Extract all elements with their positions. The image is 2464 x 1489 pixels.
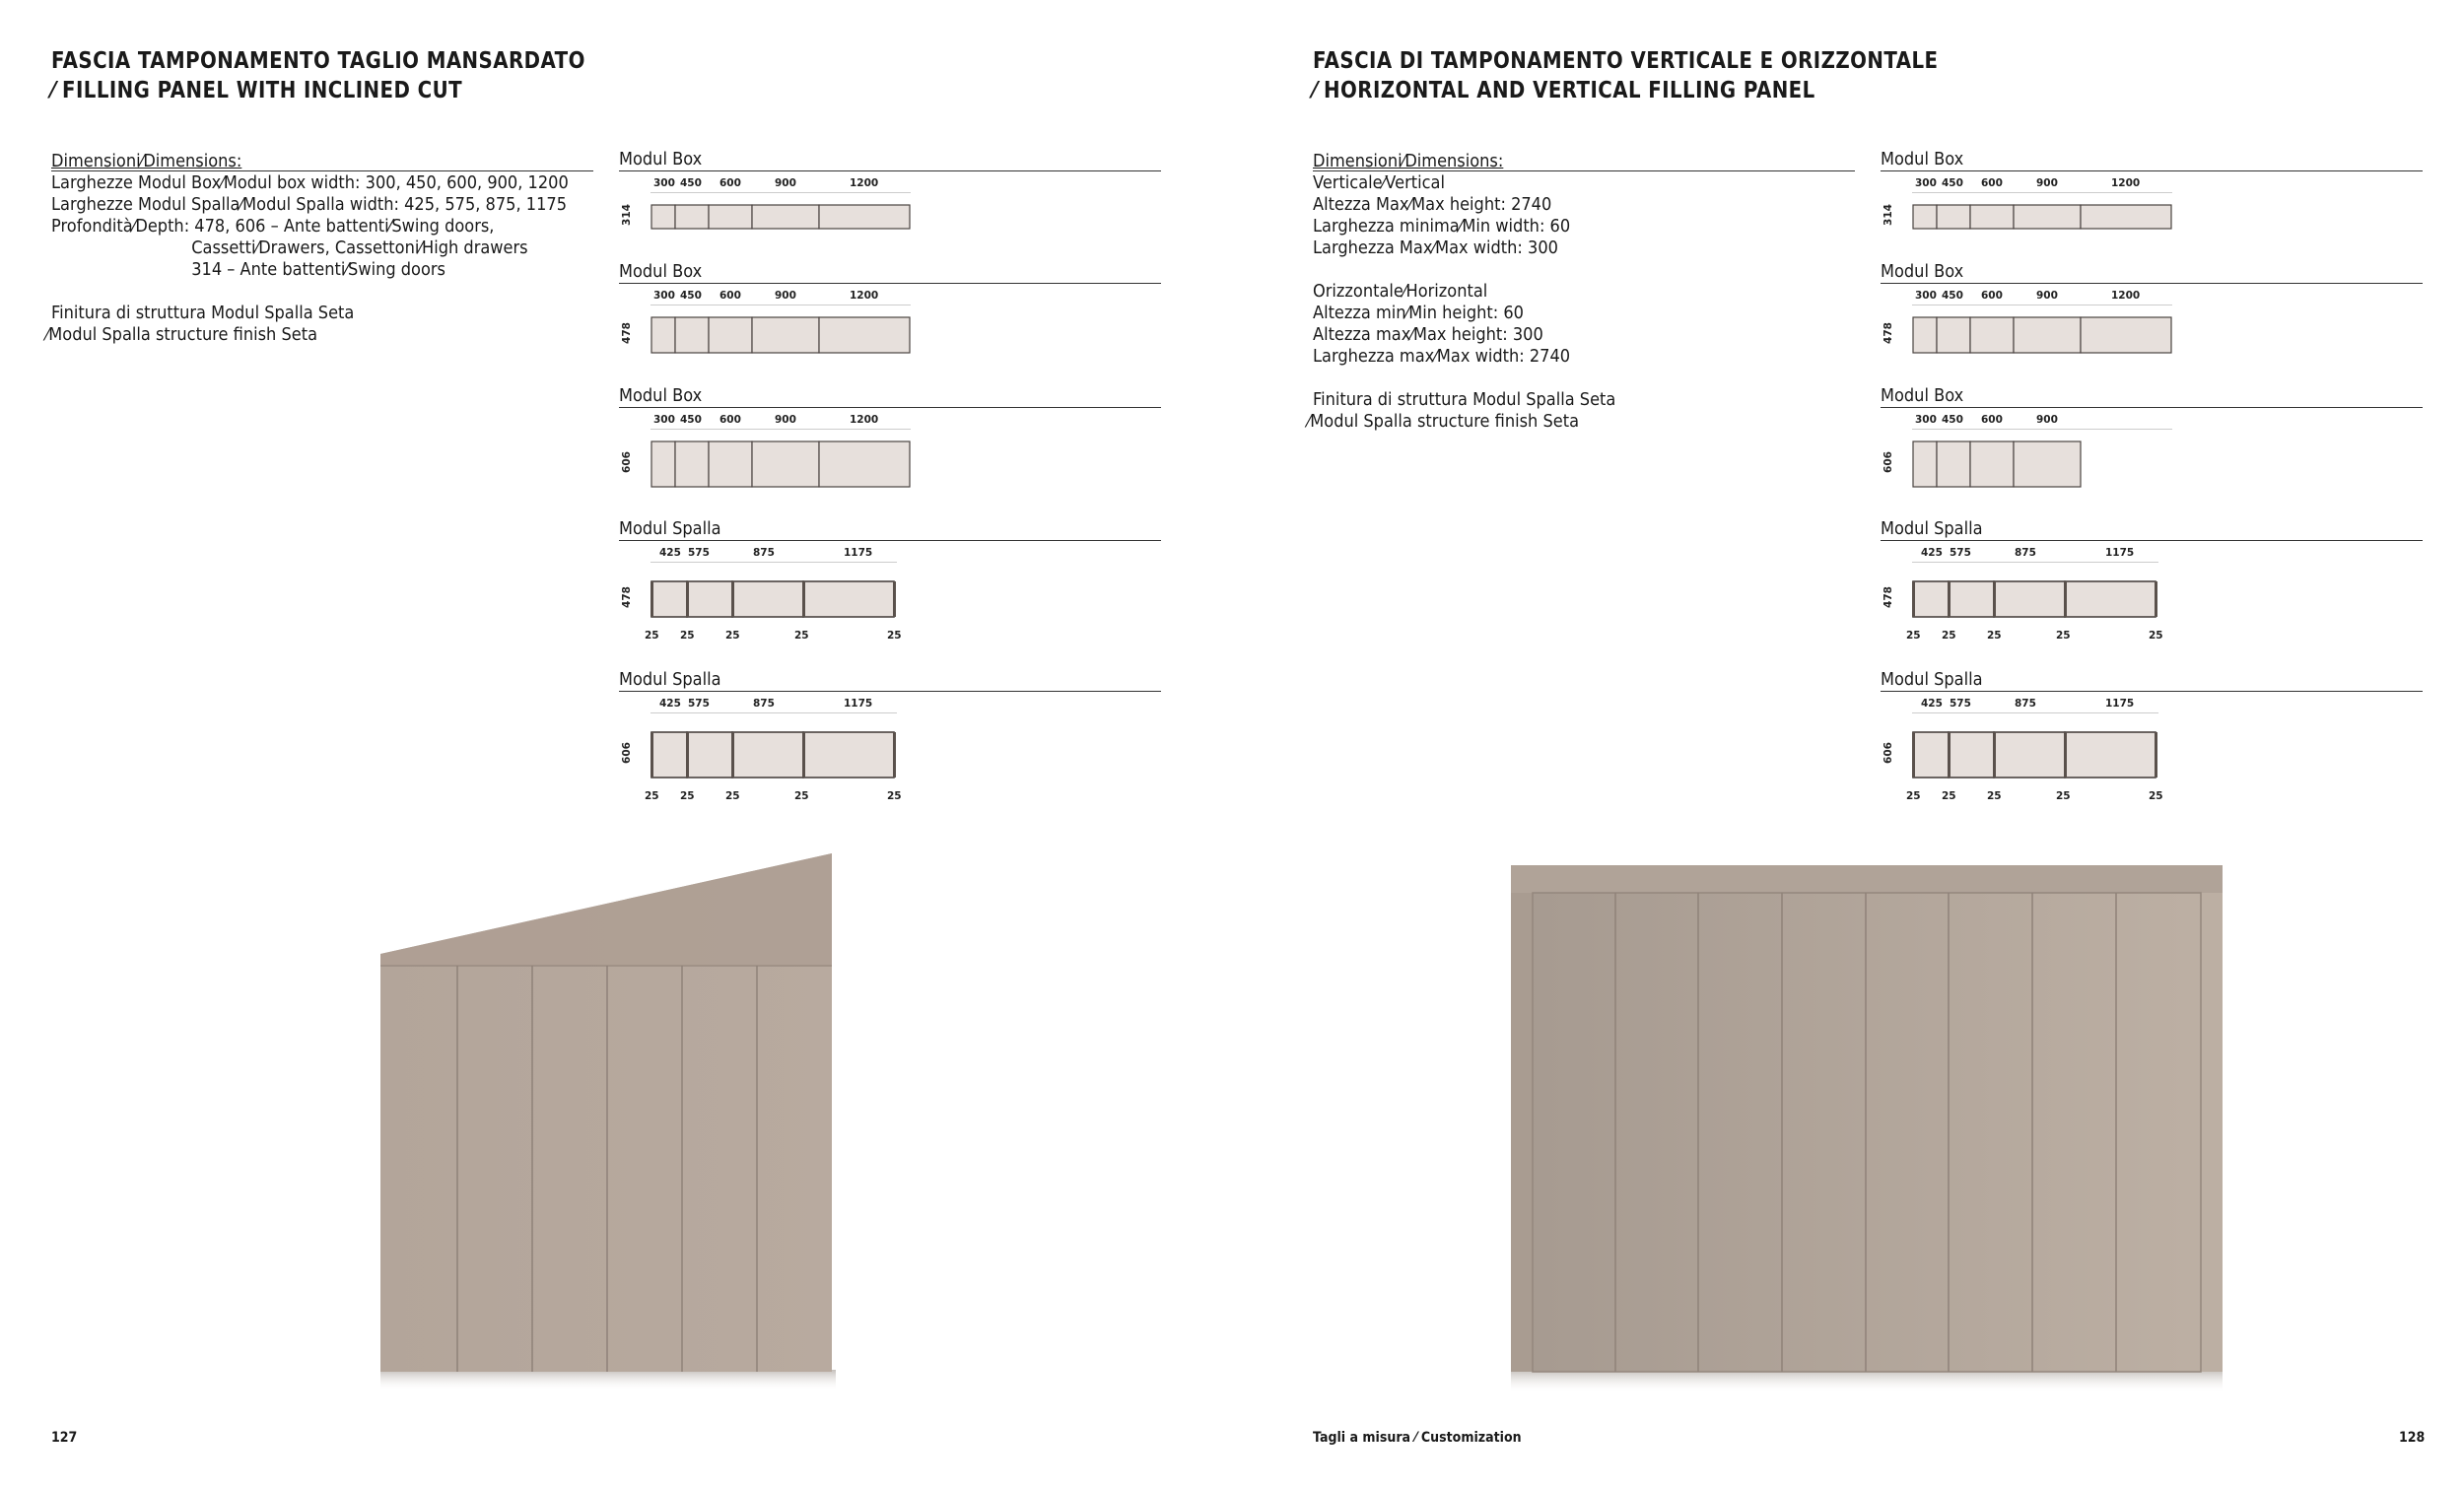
module-segment-300: [1913, 205, 1937, 229]
module-segment-450: [1937, 205, 1970, 229]
depth-label: 478: [1882, 586, 1894, 608]
side-thickness-label: 25: [794, 790, 809, 802]
width-label: 1200: [850, 290, 879, 302]
module-segment-1175: [2065, 581, 2156, 617]
spalla-side-panel: [1993, 732, 1996, 778]
module-elevation-drawing: [650, 580, 897, 620]
side-thickness-label: 25: [1906, 630, 1921, 642]
diagram-rule: [1881, 540, 2423, 541]
module-segment-575: [1949, 732, 1994, 778]
width-label: 450: [1942, 414, 1963, 426]
width-label: 575: [1950, 698, 1971, 710]
spalla-side-panel: [731, 581, 734, 617]
side-thickness-label: 25: [2056, 630, 2071, 642]
width-label: 300: [653, 290, 675, 302]
depth-label: 606: [1882, 451, 1894, 473]
side-thickness-label: 25: [794, 630, 809, 642]
diagram-title: Modul Box: [1881, 261, 1964, 282]
spalla-side-panel: [2064, 732, 2067, 778]
width-label-rule: [650, 192, 911, 193]
side-thickness-label: 25: [887, 790, 902, 802]
spalla-side-panel: [893, 581, 896, 617]
width-label: 900: [2036, 290, 2058, 302]
diagram-rule: [1881, 407, 2423, 408]
width-label-rule: [1912, 192, 2172, 193]
spalla-side-panel: [802, 732, 805, 778]
spalla-side-panel: [2064, 581, 2067, 617]
module-segment-900: [752, 317, 819, 353]
module-segment-875: [732, 732, 803, 778]
horizontal-filling-panel: [1511, 865, 2223, 893]
module-segment-300: [1913, 441, 1937, 487]
module-segment-600: [1970, 441, 2014, 487]
diagram-title: Modul Box: [619, 385, 703, 406]
diagram-title: Modul Box: [1881, 149, 1964, 169]
depth-label: 606: [621, 742, 633, 764]
module-segment-900: [2014, 317, 2081, 353]
width-label: 875: [2015, 547, 2036, 559]
module-segment-575: [1949, 581, 1994, 617]
depth-label: 606: [1882, 742, 1894, 764]
diagram-title: Modul Spalla: [1881, 669, 1983, 690]
width-label: 300: [1915, 414, 1937, 426]
module-segment-600: [709, 317, 752, 353]
module-segment-450: [675, 441, 709, 487]
right-dimensions-block: [1307, 151, 1616, 433]
diagram-title: Modul Spalla: [1881, 518, 1983, 539]
side-thickness-label: 25: [2149, 630, 2163, 642]
right-horizontal-line: Orizzontale⁄Horizontal: [1313, 281, 1488, 302]
module-segment-425: [1913, 732, 1949, 778]
left-title-line1: FASCIA TAMPONAMENTO TAGLIO MANSARDATO: [51, 48, 585, 74]
module-elevation-drawing: [1912, 440, 2084, 490]
module-segment-1200: [819, 441, 910, 487]
module-segment-450: [1937, 317, 1970, 353]
width-label: 1175: [2105, 698, 2135, 710]
width-label: 1175: [844, 698, 873, 710]
right-horizontal-line: Larghezza max⁄Max width: 2740: [1313, 346, 1571, 367]
side-thickness-label: 25: [725, 630, 740, 642]
width-label-rule: [1912, 429, 2172, 430]
width-label: 575: [688, 698, 710, 710]
module-segment-1175: [2065, 732, 2156, 778]
filling-panel-wardrobe-image: [1503, 857, 2232, 1409]
module-segment-575: [687, 732, 732, 778]
right-vertical-filling-panel: [2201, 893, 2223, 1372]
module-segment-900: [752, 205, 819, 229]
module-elevation-drawing: [650, 204, 913, 232]
left-title-line2: ⁄ FILLING PANEL WITH INCLINED CUT: [51, 78, 462, 103]
spalla-side-panel: [802, 581, 805, 617]
left-dim-line: Cassetti⁄Drawers, Cassettoni⁄High drawers: [191, 237, 528, 258]
module-segment-900: [752, 441, 819, 487]
width-label: 875: [2015, 698, 2036, 710]
depth-label: 314: [621, 204, 633, 226]
right-finish-line2: ⁄Modul Spalla structure finish Seta: [1307, 411, 1579, 432]
module-segment-450: [675, 205, 709, 229]
module-segment-900: [2014, 205, 2081, 229]
diagram-rule: [1881, 691, 2423, 692]
right-horizontal-line: Altezza max⁄Max height: 300: [1313, 324, 1543, 345]
right-vertical-line: Larghezza Max⁄Max width: 300: [1313, 237, 1558, 258]
diagram-rule: [1881, 283, 2423, 284]
width-label: 1175: [844, 547, 873, 559]
diagram-title: Modul Box: [619, 261, 703, 282]
width-label: 600: [1981, 290, 2003, 302]
diagram-rule: [619, 540, 1161, 541]
module-segment-575: [687, 581, 732, 617]
diagram-title: Modul Box: [1881, 385, 1964, 406]
module-segment-1200: [819, 317, 910, 353]
width-label: 900: [2036, 414, 2058, 426]
width-label: 900: [2036, 177, 2058, 189]
wardrobe-shadow: [380, 1370, 836, 1391]
module-segment-450: [675, 317, 709, 353]
side-thickness-label: 25: [1987, 630, 2002, 642]
width-label: 1200: [2111, 177, 2141, 189]
module-elevation-drawing: [650, 731, 897, 780]
width-label: 300: [1915, 290, 1937, 302]
width-label-rule: [650, 429, 911, 430]
diagram-rule: [619, 407, 1161, 408]
diagram-title: Modul Box: [619, 149, 703, 169]
side-thickness-label: 25: [1942, 790, 1956, 802]
right-page-number: 128: [2399, 1430, 2426, 1446]
depth-label: 478: [621, 322, 633, 344]
module-segment-600: [709, 441, 752, 487]
module-elevation-drawing: [650, 440, 913, 490]
spalla-side-panel: [2155, 732, 2157, 778]
width-label: 600: [719, 177, 741, 189]
module-segment-875: [1994, 581, 2065, 617]
spalla-side-panel: [650, 732, 653, 778]
width-label-rule: [650, 712, 897, 713]
diagram-title: Modul Spalla: [619, 518, 721, 539]
diagram-rule: [1881, 170, 2423, 171]
side-thickness-label: 25: [680, 630, 695, 642]
width-label: 300: [653, 414, 675, 426]
spalla-side-panel: [1948, 581, 1951, 617]
wardrobe-shadow: [1511, 1370, 2223, 1393]
module-segment-600: [1970, 205, 2014, 229]
width-label-rule: [1912, 562, 2158, 563]
depth-label: 314: [1882, 204, 1894, 226]
side-thickness-label: 25: [725, 790, 740, 802]
side-thickness-label: 25: [680, 790, 695, 802]
side-thickness-label: 25: [2149, 790, 2163, 802]
module-elevation-drawing: [1912, 580, 2158, 620]
width-label: 875: [753, 547, 775, 559]
module-segment-300: [651, 317, 675, 353]
spalla-side-panel: [1912, 732, 1915, 778]
module-elevation-drawing: [1912, 731, 2158, 780]
right-page-title: [1313, 46, 1938, 105]
module-segment-875: [732, 581, 803, 617]
left-dim-line: Profondità⁄Depth: 478, 606 – Ante battenti⁄Swing doors,: [51, 216, 495, 237]
width-label: 1200: [2111, 290, 2141, 302]
module-segment-600: [1970, 317, 2014, 353]
width-label: 425: [1921, 698, 1943, 710]
width-label: 425: [1921, 547, 1943, 559]
left-page-title: [51, 46, 585, 105]
diagram-title: Modul Spalla: [619, 669, 721, 690]
module-segment-425: [651, 732, 687, 778]
width-label: 425: [659, 698, 681, 710]
module-segment-600: [709, 205, 752, 229]
right-vertical-line: Larghezza minima⁄Min width: 60: [1313, 216, 1571, 237]
right-vertical-line: Verticale⁄Vertical: [1313, 172, 1445, 193]
module-segment-1175: [803, 732, 894, 778]
left-dim-line: Larghezze Modul Box⁄Modul box width: 300, 450, 600, 900, 1200: [51, 172, 569, 193]
left-dim-line: 314 – Ante battenti⁄Swing doors: [191, 259, 445, 280]
side-thickness-label: 25: [2056, 790, 2071, 802]
depth-label: 606: [621, 451, 633, 473]
side-thickness-label: 25: [1987, 790, 2002, 802]
wardrobe-filling-panel: [380, 853, 832, 966]
width-label: 1200: [850, 414, 879, 426]
diagram-rule: [619, 283, 1161, 284]
spalla-side-panel: [1993, 581, 1996, 617]
module-segment-425: [1913, 581, 1949, 617]
right-dimensions-heading: Dimensioni⁄Dimensions:: [1313, 151, 1504, 171]
left-dimensions-heading: Dimensioni⁄Dimensions:: [51, 151, 242, 171]
module-segment-900: [2014, 441, 2081, 487]
module-segment-875: [1994, 732, 2065, 778]
depth-label: 478: [621, 586, 633, 608]
width-label: 575: [688, 547, 710, 559]
left-vertical-filling-panel: [1511, 893, 1533, 1372]
right-title-line2: ⁄ HORIZONTAL AND VERTICAL FILLING PANEL: [1313, 78, 1815, 103]
spalla-side-panel: [2155, 581, 2157, 617]
spalla-side-panel: [731, 732, 734, 778]
module-segment-425: [651, 581, 687, 617]
module-segment-300: [651, 441, 675, 487]
spalla-side-panel: [893, 732, 896, 778]
width-label: 450: [680, 177, 702, 189]
side-thickness-label: 25: [645, 630, 659, 642]
side-thickness-label: 25: [645, 790, 659, 802]
left-finish-line1: Finitura di struttura Modul Spalla Seta: [51, 303, 355, 323]
module-segment-450: [1937, 441, 1970, 487]
right-horizontal-line: Altezza min⁄Min height: 60: [1313, 303, 1525, 323]
module-elevation-drawing: [650, 316, 913, 356]
right-title-line1: FASCIA DI TAMPONAMENTO VERTICALE E ORIZZONTALE: [1313, 48, 1939, 74]
spalla-side-panel: [1912, 581, 1915, 617]
width-label: 300: [1915, 177, 1937, 189]
module-elevation-drawing: [1912, 204, 2174, 232]
width-label: 450: [1942, 290, 1963, 302]
diagram-rule: [619, 691, 1161, 692]
module-segment-1200: [2081, 317, 2171, 353]
left-dim-line: Larghezze Modul Spalla⁄Modul Spalla width: 425, 575, 875, 1175: [51, 194, 567, 215]
width-label: 600: [1981, 177, 2003, 189]
depth-label: 478: [1882, 322, 1894, 344]
width-label: 575: [1950, 547, 1971, 559]
right-vertical-line: Altezza Max⁄Max height: 2740: [1313, 194, 1552, 215]
right-finish-line1: Finitura di struttura Modul Spalla Seta: [1313, 389, 1616, 410]
section-label: Tagli a misura ⁄ Customization: [1313, 1430, 1522, 1446]
side-thickness-label: 25: [1942, 630, 1956, 642]
module-segment-300: [651, 205, 675, 229]
width-label: 1175: [2105, 547, 2135, 559]
width-label: 300: [653, 177, 675, 189]
diagram-rule: [619, 170, 1161, 171]
width-label: 450: [680, 414, 702, 426]
width-label-rule: [1912, 712, 2158, 713]
spalla-side-panel: [1948, 732, 1951, 778]
width-label: 450: [680, 290, 702, 302]
module-elevation-drawing: [1912, 316, 2174, 356]
spalla-side-panel: [686, 581, 689, 617]
side-thickness-label: 25: [1906, 790, 1921, 802]
width-label: 600: [719, 414, 741, 426]
spalla-side-panel: [686, 732, 689, 778]
width-label: 1200: [850, 177, 879, 189]
width-label-rule: [650, 562, 897, 563]
width-label: 450: [1942, 177, 1963, 189]
width-label: 875: [753, 698, 775, 710]
module-segment-1175: [803, 581, 894, 617]
left-finish-line2: ⁄Modul Spalla structure finish Seta: [45, 324, 317, 345]
module-segment-300: [1913, 317, 1937, 353]
left-dimensions-block: [45, 151, 569, 346]
width-label: 900: [775, 177, 796, 189]
width-label: 600: [1981, 414, 2003, 426]
module-segment-1200: [819, 205, 910, 229]
side-thickness-label: 25: [887, 630, 902, 642]
module-segment-1200: [2081, 205, 2171, 229]
inclined-cut-wardrobe-image: [375, 847, 857, 1399]
width-label: 425: [659, 547, 681, 559]
width-label: 900: [775, 290, 796, 302]
left-page-number: 127: [51, 1430, 78, 1446]
spalla-side-panel: [650, 581, 653, 617]
width-label: 900: [775, 414, 796, 426]
width-label: 600: [719, 290, 741, 302]
